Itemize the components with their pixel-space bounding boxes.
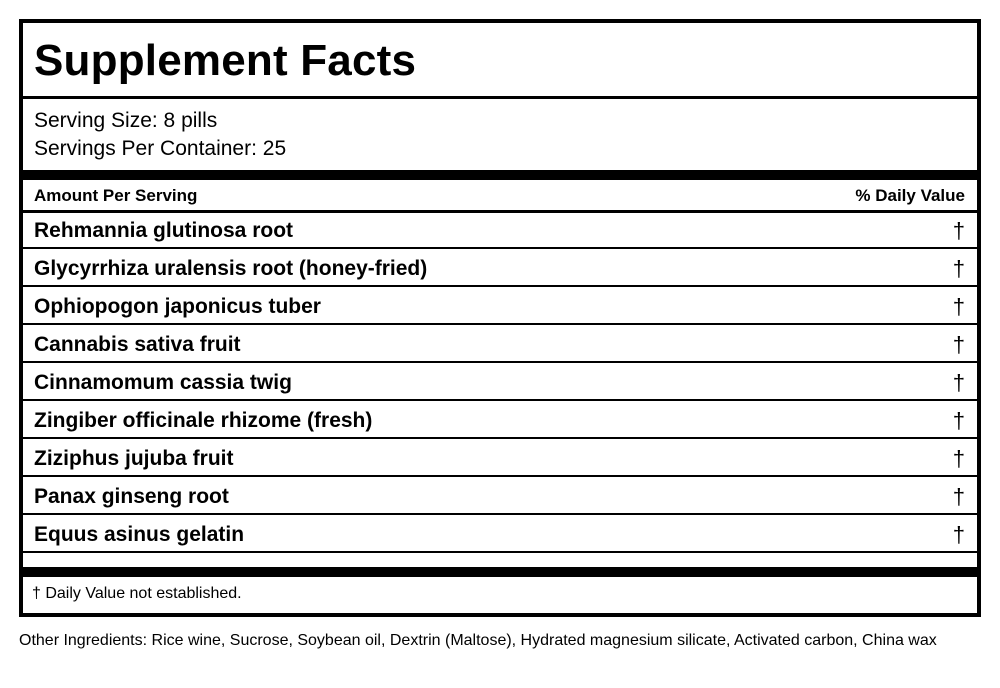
ingredient-row — [23, 251, 977, 287]
daily-value-dagger: † — [952, 370, 965, 395]
ingredient-name: Ziziphus jujuba fruit — [34, 447, 234, 470]
thick-divider — [23, 567, 977, 577]
ingredient-row — [23, 289, 977, 325]
ingredient-row — [23, 479, 977, 515]
daily-value-dagger: † — [952, 218, 965, 243]
daily-value-dagger: † — [952, 256, 965, 281]
ingredient-name: Glycyrrhiza uralensis root (honey-fried) — [34, 257, 428, 280]
ingredient-name: Cannabis sativa fruit — [34, 333, 241, 356]
ingredient-row — [23, 213, 977, 249]
other-ingredients: Other Ingredients: Rice wine, Sucrose, Soybean oil, Dextrin (Maltose), Hydrated magnesium silicate, Activated carbon, China wax — [19, 632, 937, 649]
servings-per-container: Servings Per Container: 25 — [34, 137, 287, 160]
supplement-facts-panel — [19, 19, 981, 617]
ingredient-name: Ophiopogon japonicus tuber — [34, 295, 321, 318]
daily-value-dagger: † — [952, 294, 965, 319]
row-divider — [23, 437, 977, 439]
row-divider — [23, 551, 977, 553]
ingredient-name: Zingiber officinale rhizome (fresh) — [34, 409, 373, 432]
ingredient-row — [23, 327, 977, 363]
ingredient-name: Rehmannia glutinosa root — [34, 219, 294, 242]
ingredient-name: Panax ginseng root — [34, 485, 229, 508]
daily-value-dagger: † — [952, 522, 965, 547]
ingredient-row — [23, 517, 977, 553]
row-divider — [23, 361, 977, 363]
ingredient-row — [23, 441, 977, 477]
row-divider — [23, 285, 977, 287]
row-divider — [23, 247, 977, 249]
ingredient-row — [23, 403, 977, 439]
row-divider — [23, 475, 977, 477]
thick-divider — [23, 170, 977, 180]
ingredient-row — [23, 365, 977, 401]
row-divider — [23, 399, 977, 401]
serving-size: Serving Size: 8 pills — [34, 109, 218, 132]
daily-value-dagger: † — [952, 484, 965, 509]
daily-value-dagger: † — [952, 408, 965, 433]
daily-value-dagger: † — [952, 446, 965, 471]
daily-value-dagger: † — [952, 332, 965, 357]
divider — [23, 96, 977, 99]
row-divider — [23, 323, 977, 325]
daily-value-header: % Daily Value — [855, 186, 965, 205]
ingredient-name: Cinnamomum cassia twig — [34, 371, 292, 394]
row-divider — [23, 513, 977, 515]
ingredient-name: Equus asinus gelatin — [34, 523, 245, 546]
amount-per-serving-header: Amount Per Serving — [34, 186, 198, 205]
footnote: † Daily Value not established. — [32, 585, 242, 602]
panel-title: Supplement Facts — [34, 36, 417, 85]
title-area — [23, 23, 977, 95]
